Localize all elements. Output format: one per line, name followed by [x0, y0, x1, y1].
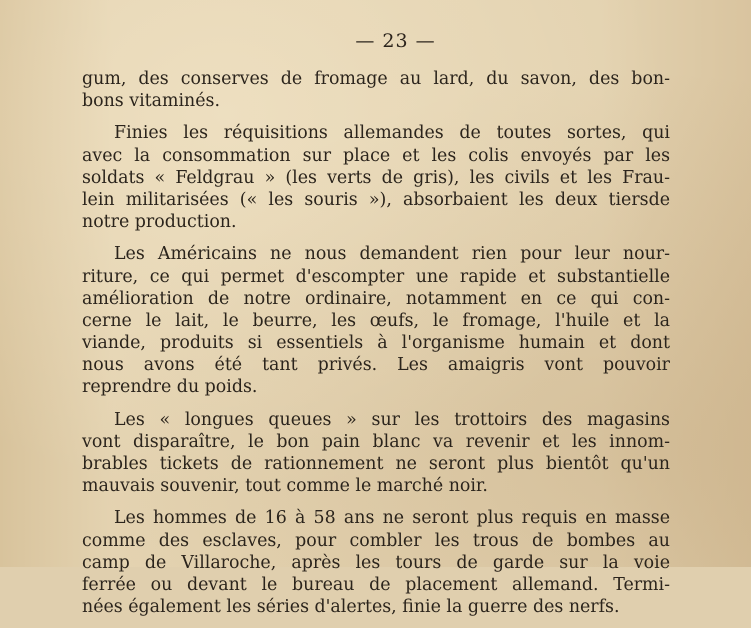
paragraph	[82, 409, 670, 498]
paragraph	[82, 507, 670, 618]
text-line: riture, ce qui permet d'escompter une rapide et substantielle	[82, 266, 670, 287]
text-line: comme des esclaves, pour combler les trous de bombes au	[82, 530, 670, 551]
text-line: avec la consommation sur place et les colis envoyés par les	[82, 145, 670, 166]
text-line: viande, produits si essentiels à l'organisme humain et dont	[82, 333, 670, 354]
paragraph	[82, 243, 670, 398]
text-line: brables tickets de rationnement ne seront plus bientôt qu'un	[82, 454, 670, 474]
text-line: Les « longues queues » sur les trottoirs des magasins	[114, 409, 670, 430]
text-line: Les hommes de 16 à 58 ans ne seront plus requis en masse	[114, 508, 670, 529]
page-number: — 23 —	[355, 30, 436, 52]
text-line: lein militarisées (« les souris »), absorbaient les deux tiersde	[82, 189, 670, 210]
body-text	[82, 68, 670, 628]
text-line: notre production.	[82, 212, 237, 233]
text-line: nous avons été tant privés. Les amaigris vont pouvoir	[82, 355, 670, 376]
text-line: gum, des conserves de fromage au lard, du savon, des bon-	[82, 69, 670, 89]
text-line: mauvais souvenir, tout comme le marché noir.	[82, 476, 488, 497]
paragraph	[82, 68, 670, 112]
text-line: vont disparaître, le bon pain blanc va revenir et les innom-	[82, 431, 670, 452]
text-line: camp de Villaroche, après les tours de garde sur la voie	[82, 552, 670, 573]
text-line: reprendre du poids.	[82, 377, 258, 398]
text-line: Finies les réquisitions allemandes de toutes sortes, qui	[114, 123, 670, 144]
text-line: cerne le lait, le beurre, les œufs, le fromage, l'huile et la	[82, 310, 670, 331]
text-line: nées également les séries d'alertes, finie la guerre des nerfs.	[82, 597, 620, 618]
text-line: ferrée ou devant le bureau de placement allemand. Termi-	[82, 574, 670, 595]
text-line: bons vitaminés.	[82, 91, 220, 112]
paragraph	[82, 122, 670, 233]
text-line: Les Américains ne nous demandent rien pour leur nour-	[114, 244, 670, 265]
text-line: soldats « Feldgrau » (les verts de gris), les civils et les Frau-	[82, 167, 670, 188]
text-line: amélioration de notre ordinaire, notamment en ce qui con-	[82, 288, 670, 309]
